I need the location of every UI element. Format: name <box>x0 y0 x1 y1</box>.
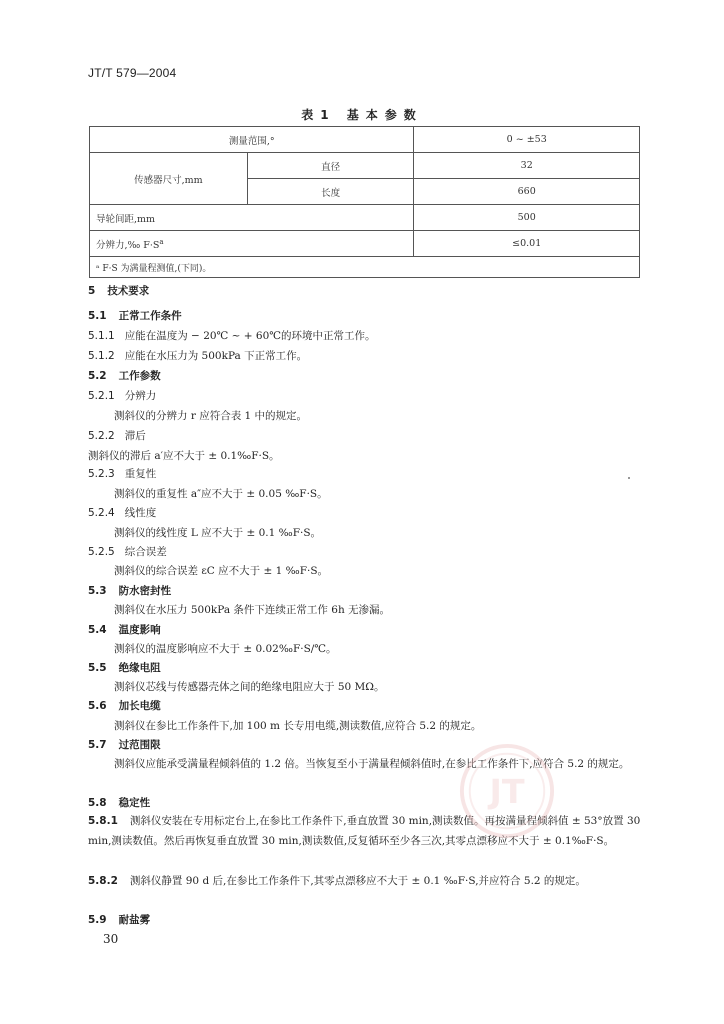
section-title: 温度影响 <box>118 624 161 636</box>
section-5-6-heading <box>88 698 648 714</box>
table-row <box>90 127 640 153</box>
clause-text: 应能在温度为 − 20℃ ~ + 60℃的环境中正常工作。 <box>124 330 376 342</box>
table-row <box>90 205 640 231</box>
clause-title: 重复性 <box>124 468 157 480</box>
clause-5-2-3-heading <box>88 466 648 482</box>
resolution-value: ≤0.01 <box>414 231 640 257</box>
section-5-9-heading <box>88 912 648 928</box>
clause-5-2-2-text: 测斜仪的滞后 a′应不大于 ± 0.1‰F·S。 <box>88 450 280 462</box>
clause-5-8-1 <box>88 812 648 851</box>
clause-5-2-1-heading <box>88 388 648 404</box>
section-5-4-heading <box>88 622 648 638</box>
clause-title: 分辨力 <box>124 390 157 402</box>
clause-5-8-2 <box>88 872 648 892</box>
length-value: 660 <box>414 179 640 205</box>
clause-number: 5.2.1 <box>88 390 115 402</box>
table-row <box>90 257 640 278</box>
section-number: 5.2 <box>88 370 107 382</box>
clause-5-2-5-heading <box>88 544 648 560</box>
clause-number: 5.2.2 <box>88 430 115 442</box>
clause-number: 5.1.1 <box>88 330 115 342</box>
section-number: 5.3 <box>88 585 107 597</box>
section-title: 耐盐雾 <box>118 914 151 926</box>
basic-parameters-table <box>89 126 640 278</box>
clause-number: 5.8.2 <box>88 875 118 887</box>
clause-text: 测斜仪静置 90 d 后,在参比工作条件下,其零点漂移应不大于 ± 0.1 ‰F·S,并应符合 5.2 的规定。 <box>129 875 586 887</box>
clause-title: 滞后 <box>124 430 146 442</box>
page-number: 30 <box>103 932 119 946</box>
clause-number: 5.1.2 <box>88 350 115 362</box>
clause-number: 5.2.5 <box>88 546 115 558</box>
section-title: 技术要求 <box>107 285 150 297</box>
section-number: 5.9 <box>88 914 107 926</box>
wheel-spacing-label: 导轮间距,mm <box>90 205 414 231</box>
range-value: 0 ~ ±53 <box>414 127 640 153</box>
clause-5-2-5-text: 测斜仪的综合误差 εC 应不大于 ± 1 ‰F·S。 <box>114 565 329 577</box>
clause-5-2-4-text: 测斜仪的线性度 L 应不大于 ± 0.1 ‰F·S。 <box>114 527 322 539</box>
clause-number: 5.2.4 <box>88 507 115 519</box>
section-title: 过范围限 <box>118 739 161 751</box>
table-row <box>90 153 640 179</box>
section-number: 5 <box>88 285 96 297</box>
section-5-6-text: 测斜仪在参比工作条件下,加 100 m 长专用电缆,测读数值,应符合 5.2 的规定。 <box>114 720 482 732</box>
clause-text: 测斜仪安装在专用标定台上,在参比工作条件下,垂直放置 30 min,测读数值。再按满量程倾斜值 ± 53°放置 30 min,测读数值。然后再恢复垂直放置 30 min,测读数值,反复循环至少各三次,其零点漂移应不大于 ± 0.1‰F·S。 <box>88 815 641 847</box>
clause-5-2-4-heading <box>88 505 648 521</box>
section-title: 稳定性 <box>118 797 151 809</box>
section-title: 绝缘电阻 <box>118 662 161 674</box>
diameter-value: 32 <box>414 153 640 179</box>
sensor-size-label: 传感器尺寸,mm <box>90 153 248 205</box>
section-number: 5.6 <box>88 700 107 712</box>
table-footnote: ᵃ F·S 为满量程测值,(下同)。 <box>90 257 640 278</box>
section-5-1-heading <box>88 308 648 324</box>
section-5-4-text: 测斜仪的温度影响应不大于 ± 0.02‰F·S/℃。 <box>114 643 337 655</box>
standard-code: JT/T 579—2004 <box>88 66 177 80</box>
section-5-3-text: 测斜仪在水压力 500kPa 条件下连续正常工作 6h 无渗漏。 <box>114 604 391 616</box>
resolution-footnote-mark: a <box>159 237 164 246</box>
section-5-7-text: 测斜仪应能承受满量程倾斜值的 1.2 倍。当恢复至小于满量程倾斜值时,在参比工作条件下,应符合 5.2 的规定。 <box>114 758 630 770</box>
section-title: 加长电缆 <box>118 700 161 712</box>
section-number: 5.1 <box>88 310 107 322</box>
table-row <box>90 231 640 257</box>
length-label: 长度 <box>247 179 414 205</box>
resolution-label-cell <box>90 231 414 257</box>
clause-title: 线性度 <box>124 507 157 519</box>
clause-number: 5.2.3 <box>88 468 115 480</box>
clause-5-1-1 <box>88 328 648 344</box>
section-5-8-heading <box>88 795 648 811</box>
section-5-2-heading <box>88 368 648 384</box>
clause-number: 5.8.1 <box>88 815 118 827</box>
section-number: 5.5 <box>88 662 107 674</box>
resolution-label: 分辨力,‰ F·S <box>96 239 160 251</box>
clause-5-2-3-text: 测斜仪的重复性 a″应不大于 ± 0.05 ‰F·S。 <box>114 488 328 500</box>
section-5-3-heading <box>88 583 648 599</box>
section-5-5-heading <box>88 660 648 676</box>
section-5-5-text: 测斜仪芯线与传感器壳体之间的绝缘电阻应大于 50 MΩ。 <box>114 681 385 693</box>
watermark-seal-icon <box>458 742 556 840</box>
section-number: 5.4 <box>88 624 107 636</box>
section-5-7-heading <box>88 737 648 753</box>
wheel-spacing-value: 500 <box>414 205 640 231</box>
watermark-text: JT <box>489 771 525 811</box>
table-title: 表1 基本参数 <box>301 108 423 122</box>
clause-5-2-1-text: 测斜仪的分辨力 r 应符合表 1 中的规定。 <box>114 410 308 422</box>
clause-text: 应能在水压力为 500kPa 下正常工作。 <box>124 350 308 362</box>
clause-5-2-2-heading <box>88 428 648 444</box>
section-title: 工作参数 <box>118 370 161 382</box>
clause-title: 综合误差 <box>124 546 167 558</box>
range-label: 测量范围,° <box>90 127 414 153</box>
section-title: 防水密封性 <box>118 585 172 597</box>
section-number: 5.8 <box>88 797 107 809</box>
section-5-heading <box>88 283 648 299</box>
section-title: 正常工作条件 <box>118 310 182 322</box>
clause-5-1-2 <box>88 348 648 364</box>
diameter-label: 直径 <box>247 153 414 179</box>
scan-speck <box>628 477 630 479</box>
section-number: 5.7 <box>88 739 107 751</box>
